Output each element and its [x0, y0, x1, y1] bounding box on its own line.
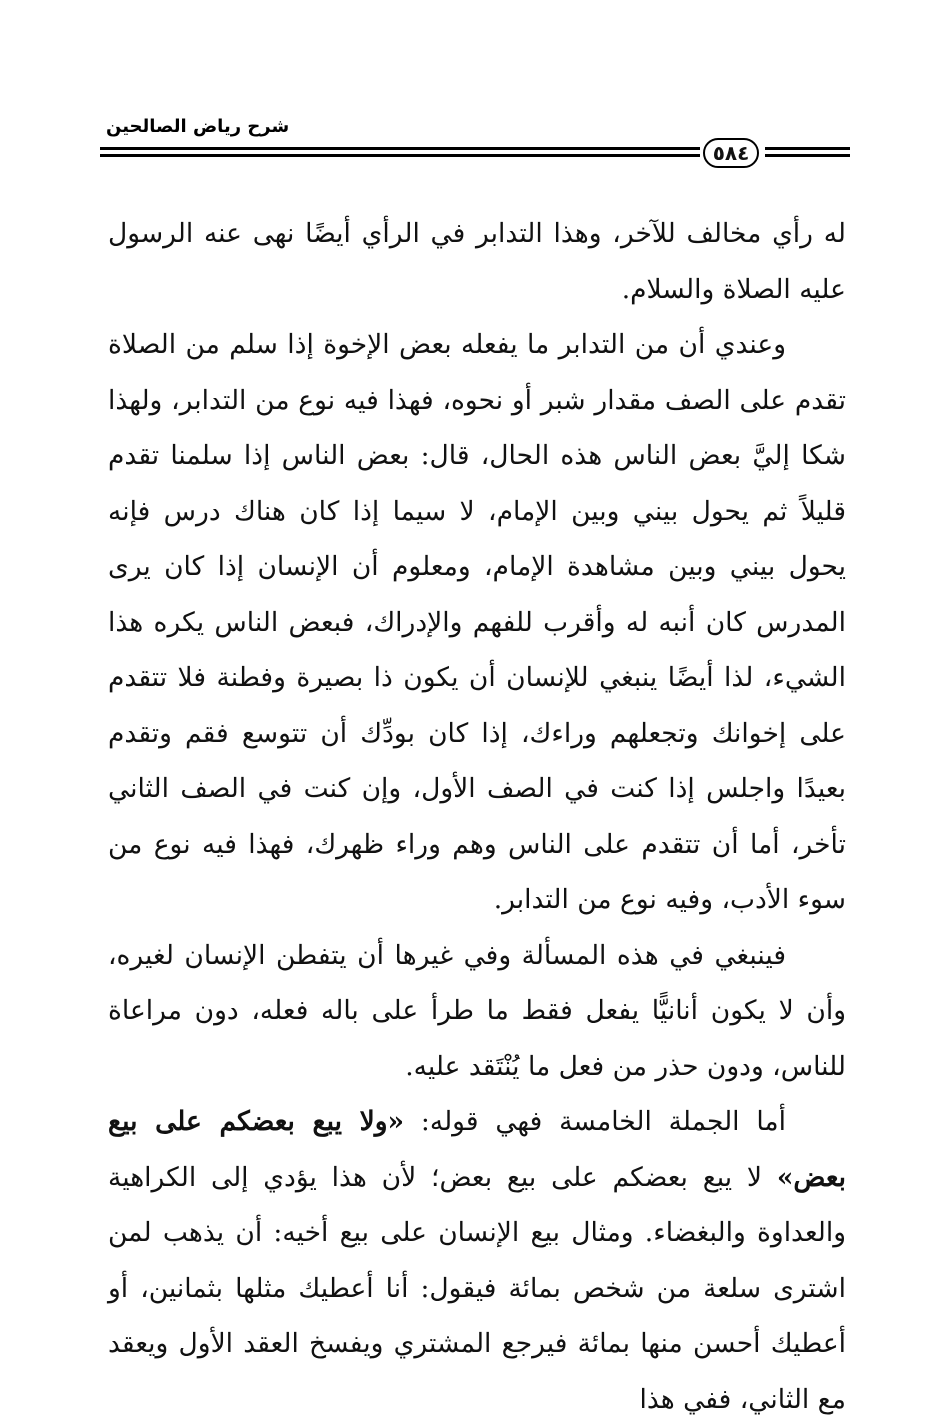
paragraph-1: له رأي مخالف للآخر، وهذا التدابر في الرأي أيضًا نهى عنه الرسول عليه الصلاة والسلام.	[108, 218, 846, 305]
header-rule	[100, 138, 850, 168]
running-header	[100, 112, 850, 182]
paragraph-4	[108, 1094, 846, 1427]
rule-line	[765, 154, 850, 157]
rule-line	[100, 147, 700, 150]
paragraph-3: فينبغي في هذه المسألة وفي غيرها أن يتفطن الإنسان لغيره، وأن لا يكون أنانيًّا يفعل فقط ما طرأ على باله فعله، دون مراعاة للناس، ودون حذر من فعل ما يُنْتَقد عليه.	[108, 939, 846, 1082]
book-title: شرح رياض الصالحين	[106, 116, 290, 137]
hadith-quote: «ولا يبع بعضكم على بيع بعض»	[108, 1106, 846, 1193]
body-text	[108, 206, 846, 1427]
rule-line	[765, 147, 850, 150]
page-number: ٥٨٤	[703, 138, 759, 168]
paragraph-4-rest: لا يبع بعضكم على بيع بعض؛ لأن هذا يؤدي إلى الكراهية والعداوة والبغضاء. ومثال بيع الإنسان على بيع أخيه: أن يذهب لمن اشترى سلعة من شخص بمائة فيقول: أنا أعطيك مثلها بثمانين، أو أعطيك أحسن منها بمائة فيرجع المشتري ويفسخ العقد الأول ويعقد مع الثاني، ففي هذا	[108, 1161, 846, 1415]
rule-line	[100, 154, 700, 157]
paragraph-4-lead: أما الجملة الخامسة فهي قوله:	[404, 1106, 786, 1137]
paragraph-2: وعندي أن من التدابر ما يفعله بعض الإخوة إذا سلم من الصلاة تقدم على الصف مقدار شبر أو نحوه، فهذا فيه نوع من التدابر، ولهذا شكا إليَّ بعض الناس هذه الحال، قال: بعض الناس إذا سلمنا تقدم قليلاً ثم يحول بيني وبين الإمام، لا سيما إذا كان هناك درس فإنه يحول بيني وبين مشاهدة الإمام، ومعلوم أن الإنسان إذا كان يرى المدرس كان أنبه له وأقرب للفهم والإدراك، فبعض الناس يكره هذا الشيء، لذا أيضًا ينبغي للإنسان أن يكون ذا بصيرة وفطنة فلا تتقدم على إخوانك وتجعلهم وراءك، إذا كان بودِّك أن تتوسع فقم وتقدم بعيدًا واجلس إذا كنت في الصف الأول، وإن كنت في الصف الثاني تأخر، أما أن تتقدم على الناس وهم وراء ظهرك، فهذا فيه نوع من سوء الأدب، وفيه نوع من التدابر.	[108, 329, 846, 915]
